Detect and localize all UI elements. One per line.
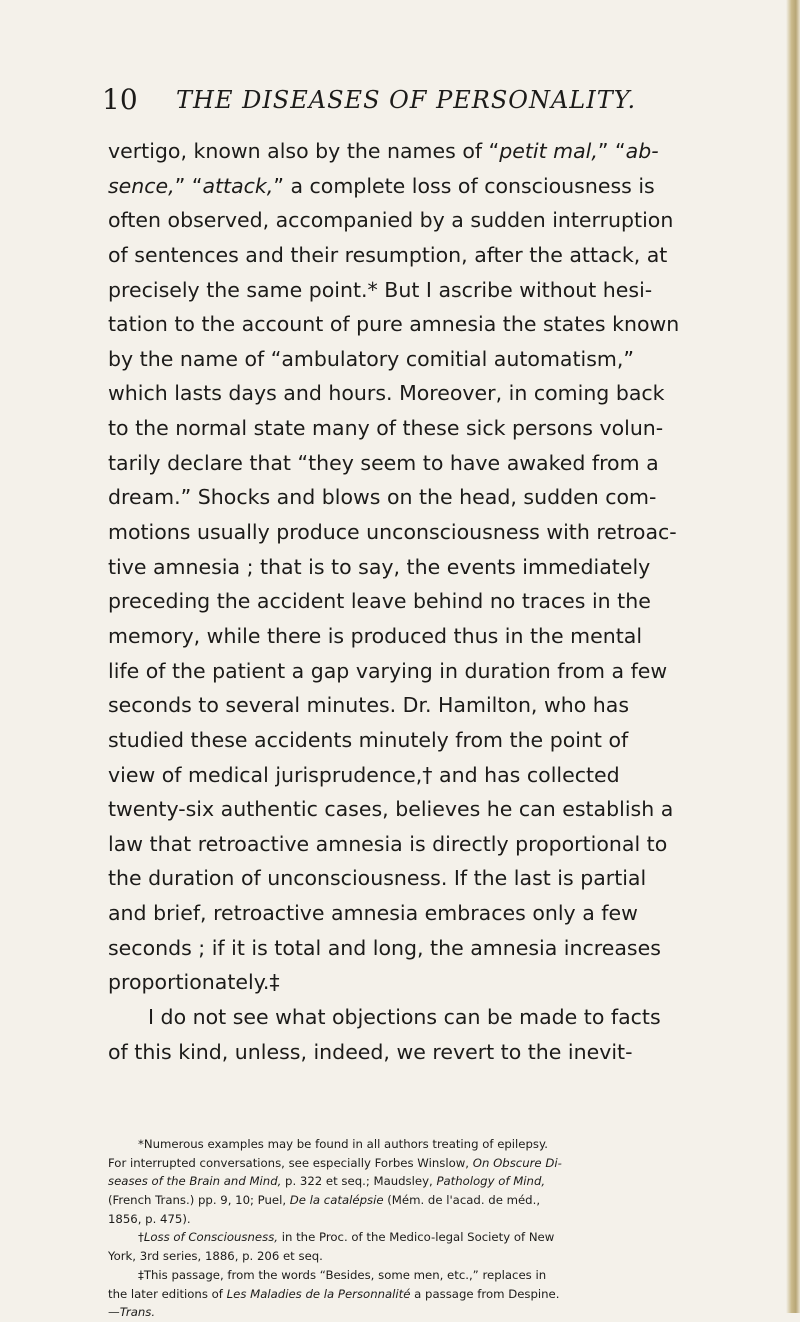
- body-line: of sentences and their resumption, after the attack, at: [108, 242, 668, 267]
- body-line: seconds to several minutes. Dr. Hamilton, who has: [108, 693, 630, 718]
- body-line: tarily declare that “they seem to have awaked from a: [108, 450, 659, 475]
- body-line: preceding the accident leave behind no traces in the: [108, 589, 651, 614]
- body-line: to the normal state many of these sick persons volun-: [108, 416, 664, 441]
- body-line: memory, while there is produced thus in the mental: [108, 623, 643, 648]
- body-line: often observed, accompanied by a sudden interruption: [108, 208, 674, 233]
- footnote-line: the later editions of Les Maladies de la Personnalité a passage from Despine.: [108, 1286, 560, 1301]
- footnotes: [108, 1135, 768, 1322]
- body-line: of this kind, unless, indeed, we revert to the inevit-: [108, 1039, 633, 1064]
- body-line: the duration of unconsciousness. If the last is partial: [108, 866, 647, 891]
- footnote-line: York, 3rd series, 1886, p. 206 et seq.: [108, 1249, 323, 1264]
- footnote-line: —Trans.: [108, 1305, 156, 1320]
- body-line: sence,” “attack,” a complete loss of consciousness is: [108, 173, 655, 198]
- body-line: I do not see what objections can be made to facts: [148, 1005, 661, 1030]
- body-line: studied these accidents minutely from the point of: [108, 727, 629, 752]
- body-line: motions usually produce unconsciousness with retroac-: [108, 520, 677, 545]
- footnote-line: For interrupted conversations, see especially Forbes Winslow, On Obscure Di-: [108, 1155, 562, 1170]
- body-line: law that retroactive amnesia is directly proportional to: [108, 831, 668, 856]
- page-number: 10: [102, 83, 138, 116]
- footnote-line: seases of the Brain and Mind, p. 322 et seq.; Maudsley, Pathology of Mind,: [108, 1174, 546, 1189]
- footnote-line: 1856, p. 475).: [108, 1211, 191, 1226]
- body-line: view of medical jurisprudence,† and has collected: [108, 762, 620, 787]
- body-line: by the name of “ambulatory comitial automatism,”: [108, 346, 634, 371]
- body-line: life of the patient a gap varying in duration from a few: [108, 658, 668, 683]
- body-line: dream.” Shocks and blows on the head, sudden com-: [108, 485, 657, 510]
- body-line: seconds ; if it is total and long, the amnesia increases: [108, 935, 661, 960]
- body-line: proportionately.‡: [108, 970, 280, 995]
- footnote-line: ‡This passage, from the words “Besides, some men, etc.,” replaces in: [138, 1267, 547, 1282]
- body-text: [108, 134, 768, 1069]
- body-line: precisely the same point.* But I ascribe without hesi-: [108, 277, 653, 302]
- body-line: tive amnesia ; that is to say, the events immediately: [108, 554, 651, 579]
- footnote-line: (French Trans.) pp. 9, 10; Puel, De la catalépsie (Mém. de l'acad. de méd.,: [108, 1193, 541, 1208]
- body-line: tation to the account of pure amnesia the states known: [108, 312, 680, 337]
- body-line: and brief, retroactive amnesia embraces only a few: [108, 901, 638, 926]
- running-head: [102, 82, 742, 122]
- footnote-line: *Numerous examples may be found in all authors treating of epilepsy.: [138, 1137, 548, 1151]
- body-line: vertigo, known also by the names of “petit mal,” “ab-: [108, 139, 659, 163]
- body-line: twenty-six authentic cases, believes he can establish a: [108, 797, 674, 822]
- page-edge: [786, 0, 800, 1313]
- body-line: which lasts days and hours. Moreover, in coming back: [108, 381, 665, 406]
- footnote-line: †Loss of Consciousness, in the Proc. of the Medico-legal Society of New: [138, 1230, 555, 1245]
- running-title: THE DISEASES OF PERSONALITY.: [176, 86, 637, 114]
